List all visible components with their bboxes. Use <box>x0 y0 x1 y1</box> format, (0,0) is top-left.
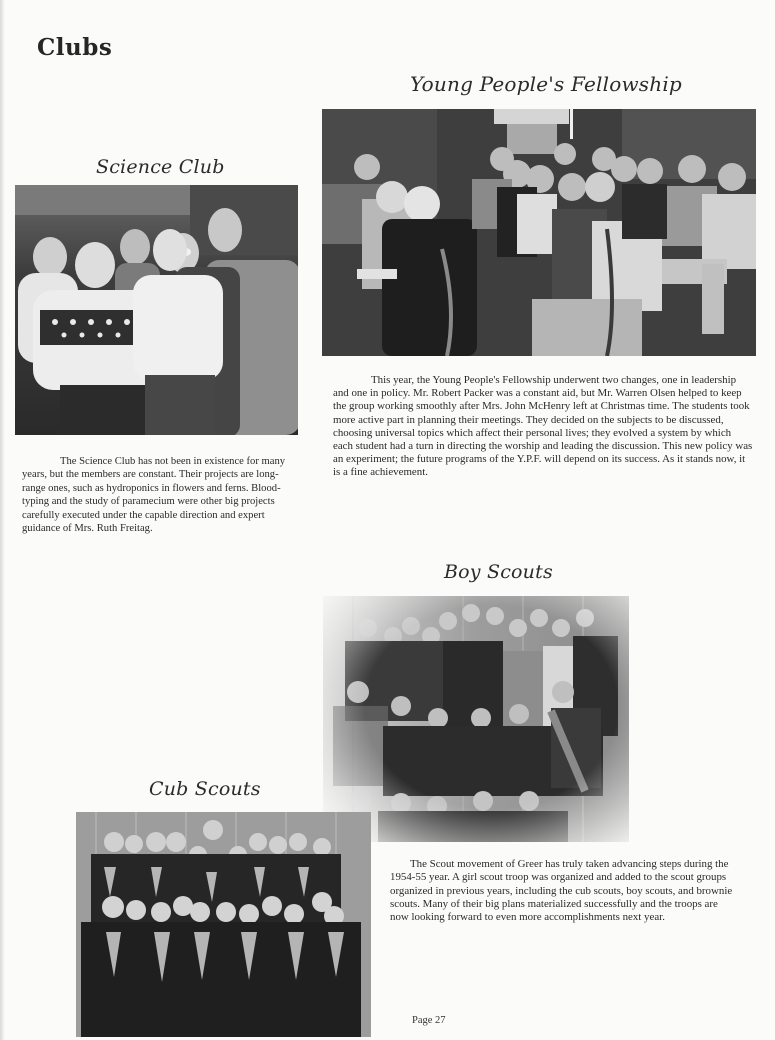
page-title: Clubs <box>37 34 113 61</box>
science-club-paragraph: The Science Club has not been in existence for many years, but the members are constant. Their projects are long-range ones, such as hydroponics in flowers and ferns. Blood-typing and the study of paramecium were other big projects carefully executed under the capable direction and expert guidance of Mrs. Ruth Freitag. <box>22 456 286 535</box>
cub-scouts-photo <box>76 812 371 1037</box>
cub-scouts-heading: Cub Scouts <box>149 778 261 800</box>
boy-scouts-heading: Boy Scouts <box>444 561 553 583</box>
boy-scouts-photo-graphic <box>323 596 629 842</box>
boy-scouts-photo <box>323 596 629 842</box>
cub-scouts-photo-graphic <box>76 812 371 1037</box>
ypf-heading: Young People's Fellowship <box>410 72 682 96</box>
page-number: Page 27 <box>412 1015 446 1026</box>
page-edge-shadow <box>0 0 5 1040</box>
boy-scouts-description <box>390 858 735 924</box>
science-club-photo <box>15 185 298 435</box>
ypf-photo-graphic <box>322 109 756 356</box>
ypf-photo <box>322 109 756 356</box>
ypf-description <box>333 374 753 480</box>
science-club-description <box>22 455 292 535</box>
science-club-heading: Science Club <box>96 156 225 178</box>
boy-scouts-paragraph: The Scout movement of Greer has truly taken advancing steps during the 1954-55 year. A girl scout troop was organized and added to the scout groups organized in previous years, including the cub scouts, boy scouts, and brownie scouts. Many of their big plans materialized successfully and the troops are now looking forward to even more accomplishments next year. <box>390 858 733 924</box>
science-club-photo-graphic <box>15 185 298 435</box>
ypf-paragraph: This year, the Young People's Fellowship underwent two changes, one in leadership and one in policy. Mr. Robert Packer was a constant aid, but Mr. Warren Olsen helped to keep the group working smoothly after Mrs. John McHenry left at Christmas time. The students took more active part in planning their meetings. They decided on the subjects to be discussed, choosing universal topics which affect their personal lives; they evolved a system by which each student had a turn in directing the worship and leading the discussion. This new policy was an experiment; the future programs of the Y.P.F. will depend on its success. As it stands now, it is a fine achievement. <box>333 374 753 479</box>
